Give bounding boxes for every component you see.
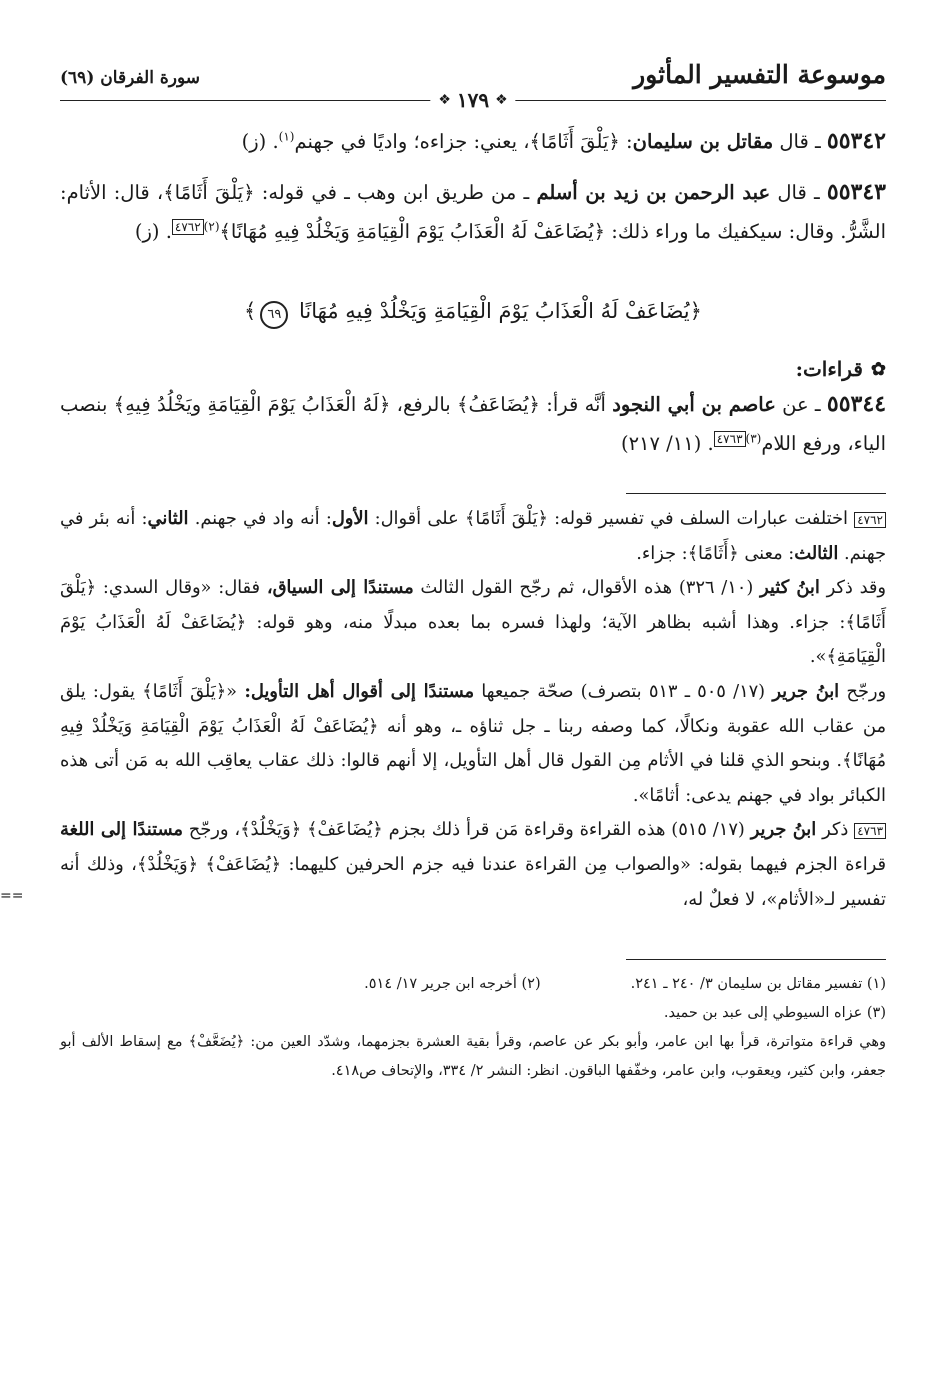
footnote-row <box>60 970 886 999</box>
note-text: ورجّح <box>839 680 887 702</box>
flower-icon: ✿ <box>870 358 886 380</box>
note-bold: مستندًا إلى اللغة <box>60 819 183 841</box>
footnote-rule <box>626 959 886 960</box>
ornament-icon: ❖ <box>495 92 508 108</box>
entry-number: ٥٥٣٤٣ <box>826 179 886 205</box>
note-ibn-kathir <box>60 571 886 675</box>
note-text: (١٧/ ٥١٥) هذه القراءة وقراءة مَن قرأ ذلك بجزم ﴿يُضَاعَفْ﴾ ﴿وَيَخْلُدْ﴾، ورجّح <box>182 819 751 841</box>
note-text: (١٠/ ٣٢٦) هذه الأقوال، ثم رجّح القول الثالث <box>413 577 761 599</box>
page <box>0 50 887 1086</box>
page-number-wrap <box>430 88 515 112</box>
note-4763 <box>0 813 886 917</box>
note-text: : أنه بئر في جهنم. <box>60 508 886 564</box>
entry-5342 <box>60 122 886 161</box>
note-text: اختلفت عبارات السلف في تفسير قوله: ﴿يَلْقَ أَثَامًا﴾ على أقوال: <box>368 508 855 529</box>
note-bold: الأول <box>331 508 369 529</box>
entry-pre: ـ قال <box>773 130 827 153</box>
footnote-1: (١) تفسير مقاتل بن سليمان ٣/ ٢٤٠ ـ ٢٤١. <box>630 976 886 993</box>
verse-close: ﴾ <box>244 299 257 323</box>
note-text: : أنه واد في جهنم. <box>188 508 332 529</box>
narrator: عاصم بن أبي النجود <box>612 393 776 416</box>
note-text: قراءة الجزم فيهما بقوله: «والصواب مِن القراءة عندنا فيه جزم الحرفين كليهما: ﴿يُضَاعَفْ﴾ ﴿وَيَخْلُدْ﴾، وذلك أنه تفسير لـ«الأثام»، لا فعلٌ له، <box>60 853 886 910</box>
note-bold: ابنُ كثير <box>760 577 820 599</box>
note-ibn-jarir <box>60 675 886 813</box>
note-text: فقال: «وقال السدي: ﴿يَلْقَ أَثَامًا﴾: جزاء. وهذا أشبه بظاهر الآية؛ ولهذا فسره بما بعده مبدلًا منه، وهو قوله: ﴿يُضَاعَفْ لَهُ الْعَذَابُ يَوْمَ الْقِيَامَةِ﴾». <box>60 577 886 668</box>
note-4762 <box>60 502 886 571</box>
ayah-number: ٦٩ <box>260 301 288 329</box>
note-text: : معنى ﴿أَثَامًا﴾: جزاء. <box>636 542 795 564</box>
commentary-ref-box[interactable]: ٤٧٦٢ <box>172 219 204 235</box>
footnote-3-cont: وهي قراءة متواترة، قرأ بها ابن عامر، وأبو بكر عن عاصم، وقرأ بقية العشرة بجزمهما، وشدّد العين من: ﴿يُضَعَّفْ﴾ مع إسقاط الألف أبو جعفر، وابن كثير، ويعقوب، وابن عامر، وخفّفها الباقون. انظر: النشر ٢/ ٣٣٤، والإتحاف ص٤١٨. <box>60 1034 886 1080</box>
book-title: موسوعة التفسير المأثور <box>633 60 886 89</box>
entry-tail: . (١١/ ٢١٧) <box>620 432 714 455</box>
footnote-2: (٢) أخرجه ابن جرير ١٧/ ٥١٤. <box>364 976 541 993</box>
entry-5343 <box>60 173 886 251</box>
entry-tail: . (ز) <box>134 220 172 243</box>
footnote-ref[interactable]: (١) <box>278 129 295 144</box>
entry-number: ٥٥٣٤٤ <box>826 391 887 417</box>
entry-text: : ﴿يَلْقَ أَثَامًا﴾، يعني: جزاءه؛ واديًا في جهنم <box>294 130 633 153</box>
note-bold: الثالث <box>794 542 839 564</box>
readings-heading <box>60 357 886 381</box>
narrator: مقاتل بن سليمان <box>632 130 774 153</box>
note-text: ذكر <box>816 819 855 841</box>
commentary-ref-box[interactable]: ٤٧٦٣ <box>714 431 746 447</box>
note-text: «﴿يَلْقَ أَثَامًا﴾ يقول: يلق من عقاب الله عقوبة ونكالًا، كما وصفه ربنا ـ جل ثناؤه ـ، وهو أنه ﴿يُضَاعَفْ لَهُ الْعَذَابُ يَوْمَ الْقِيَامَةِ وَيَخْلُدْ فِيهِ مُهَانًا﴾. وبنحو الذي قلنا في الأثام مِن القول قال أهل التأويل، إلا أنهم قالوا: ذلك عقاب يعاقِب الله به مَن أتى هذه الكبائر بواد في جهنم يدعى: أثامًا». <box>60 680 886 806</box>
entry-tail: . (ز) <box>241 130 279 153</box>
narrator: عبد الرحمن بن زيد بن أسلم <box>536 181 771 204</box>
note-text: وقد ذكر <box>819 577 887 599</box>
entry-pre: ـ قال <box>770 181 827 204</box>
entry-text: ـ من طريق ابن وهب ـ في قوله: ﴿يَلْقَ أَثَامًا﴾، قال: الأثام: الشَّرُّ. وقال: سيكفيك ما وراء ذلك: ﴿يُضَاعَفْ لَهُ الْعَذَابُ يَوْمَ الْقِيَامَةِ وَيَخْلُدْ فِيهِ مُهَانًا﴾ <box>60 181 886 243</box>
verse-band <box>60 291 886 331</box>
note-bold: ابنُ جرير <box>772 680 840 702</box>
note-bold: الثاني <box>147 508 189 529</box>
entry-pre: ـ عن <box>775 393 827 416</box>
note-bold: مستندًا إلى السياق، <box>266 577 414 599</box>
note-box: ٤٧٦٢ <box>854 512 886 528</box>
note-bold: مستندًا إلى أقوال أهل التأويل: <box>244 680 474 702</box>
note-box: ٤٧٦٣ <box>854 823 886 839</box>
entry-text: أنَّه قرأ: ﴿يُضَاعَفُ﴾ بالرفع، ﴿لَهُ الْعَذَابُ يَوْمَ الْقِيَامَةِ ويَخْلُدُ فِيهِ﴾ بنصب الياء، ورفع اللام <box>60 393 886 455</box>
footnote-ref[interactable]: (٣) <box>745 431 762 446</box>
entry-5344 <box>60 385 886 463</box>
footnote-3: (٣) عزاه السيوطي إلى عبد بن حميد. <box>663 1005 886 1022</box>
page-header <box>60 50 886 110</box>
verse-text: ﴿يُضَاعَفْ لَهُ الْعَذَابُ يَوْمَ الْقِيَامَةِ وَيَخْلُدْ فِيهِ مُهَانًا <box>299 299 702 323</box>
surah-label: سورة الفرقان (٦٩) <box>60 68 201 88</box>
footnote-ref[interactable]: (٢) <box>203 219 220 234</box>
page-number: ١٧٩ <box>456 88 490 112</box>
note-bold: ابنُ جرير <box>750 819 817 841</box>
section-title: قراءات: <box>795 357 863 381</box>
separator-rule <box>626 493 886 494</box>
note-text: (١٧/ ٥٠٥ ـ ٥١٣ بتصرف) صحّة جميعها <box>473 680 773 702</box>
entry-number: ٥٥٣٤٢ <box>826 128 886 154</box>
continuation-mark: == <box>0 887 24 904</box>
ornament-icon: ❖ <box>438 92 451 108</box>
